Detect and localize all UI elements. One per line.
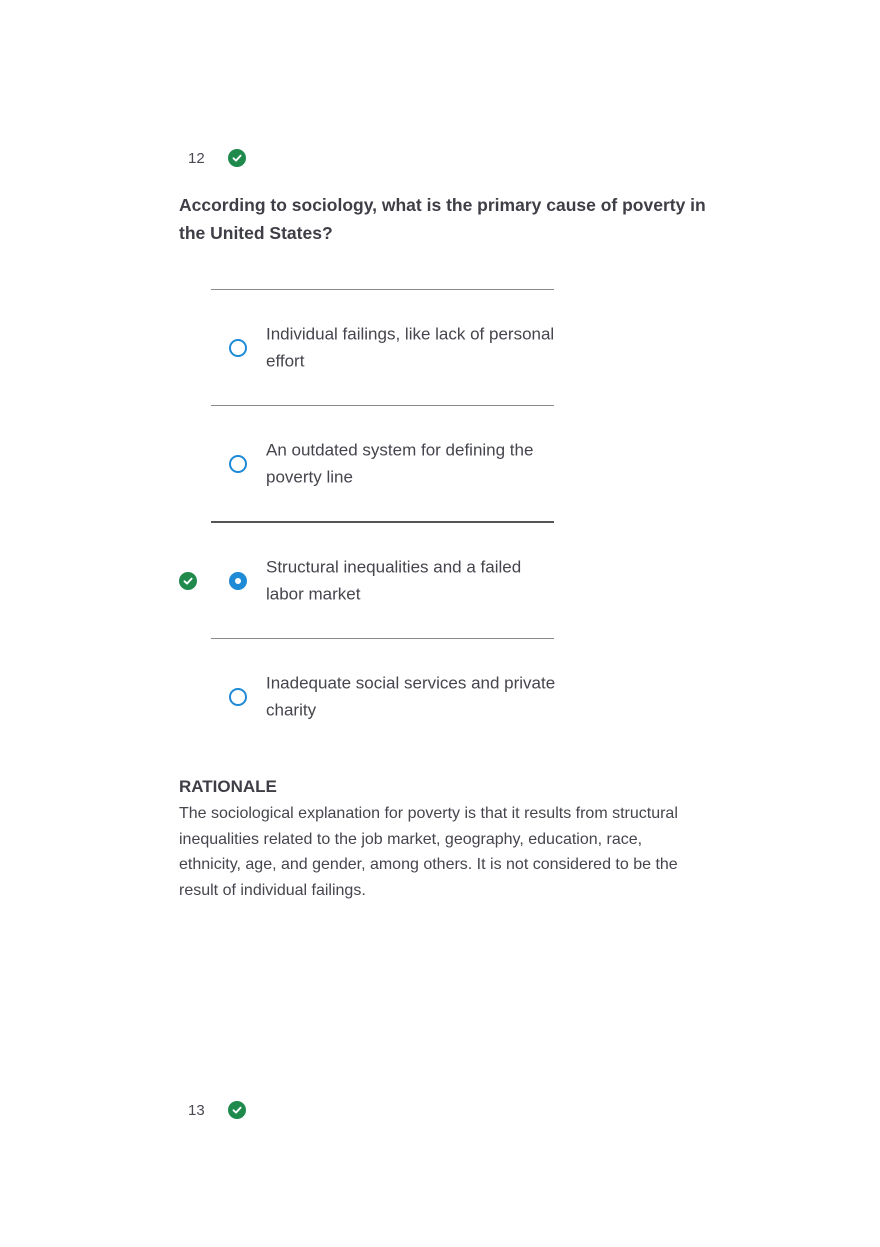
rationale-title: RATIONALE — [179, 777, 277, 796]
rationale-text: The sociological explanation for poverty is that it results from structural inequalities related to the job market, geography, education, race, ethnicity, age, and gender, among others. It is not considered to be the result of individual failings. — [179, 805, 678, 899]
answer-options — [179, 289, 559, 754]
correct-answer-check-icon — [179, 572, 197, 590]
radio-button[interactable] — [229, 688, 247, 706]
radio-button[interactable] — [229, 455, 247, 473]
answer-option-selected[interactable] — [211, 521, 554, 638]
option-label[interactable]: Inadequate social services and private charity — [266, 673, 556, 720]
answer-option[interactable] — [211, 289, 554, 405]
check-circle-icon — [228, 1101, 246, 1119]
option-label[interactable]: Structural inequalities and a failed labor market — [266, 557, 522, 604]
check-circle-icon — [228, 149, 246, 167]
question-prompt: According to sociology, what is the primary cause of poverty in the United States? — [179, 195, 706, 243]
radio-button-selected[interactable] — [229, 572, 247, 590]
question-13-header — [188, 1101, 246, 1119]
question-number: 12 — [188, 149, 205, 167]
answer-option[interactable] — [211, 405, 554, 521]
question-12-header — [188, 149, 246, 167]
question-number: 13 — [188, 1101, 205, 1119]
radio-button[interactable] — [229, 339, 247, 357]
option-label[interactable]: An outdated system for defining the poverty line — [266, 440, 534, 487]
rationale-section — [179, 775, 699, 903]
answer-option[interactable] — [211, 638, 554, 754]
option-label[interactable]: Individual failings, like lack of personal effort — [266, 324, 555, 371]
